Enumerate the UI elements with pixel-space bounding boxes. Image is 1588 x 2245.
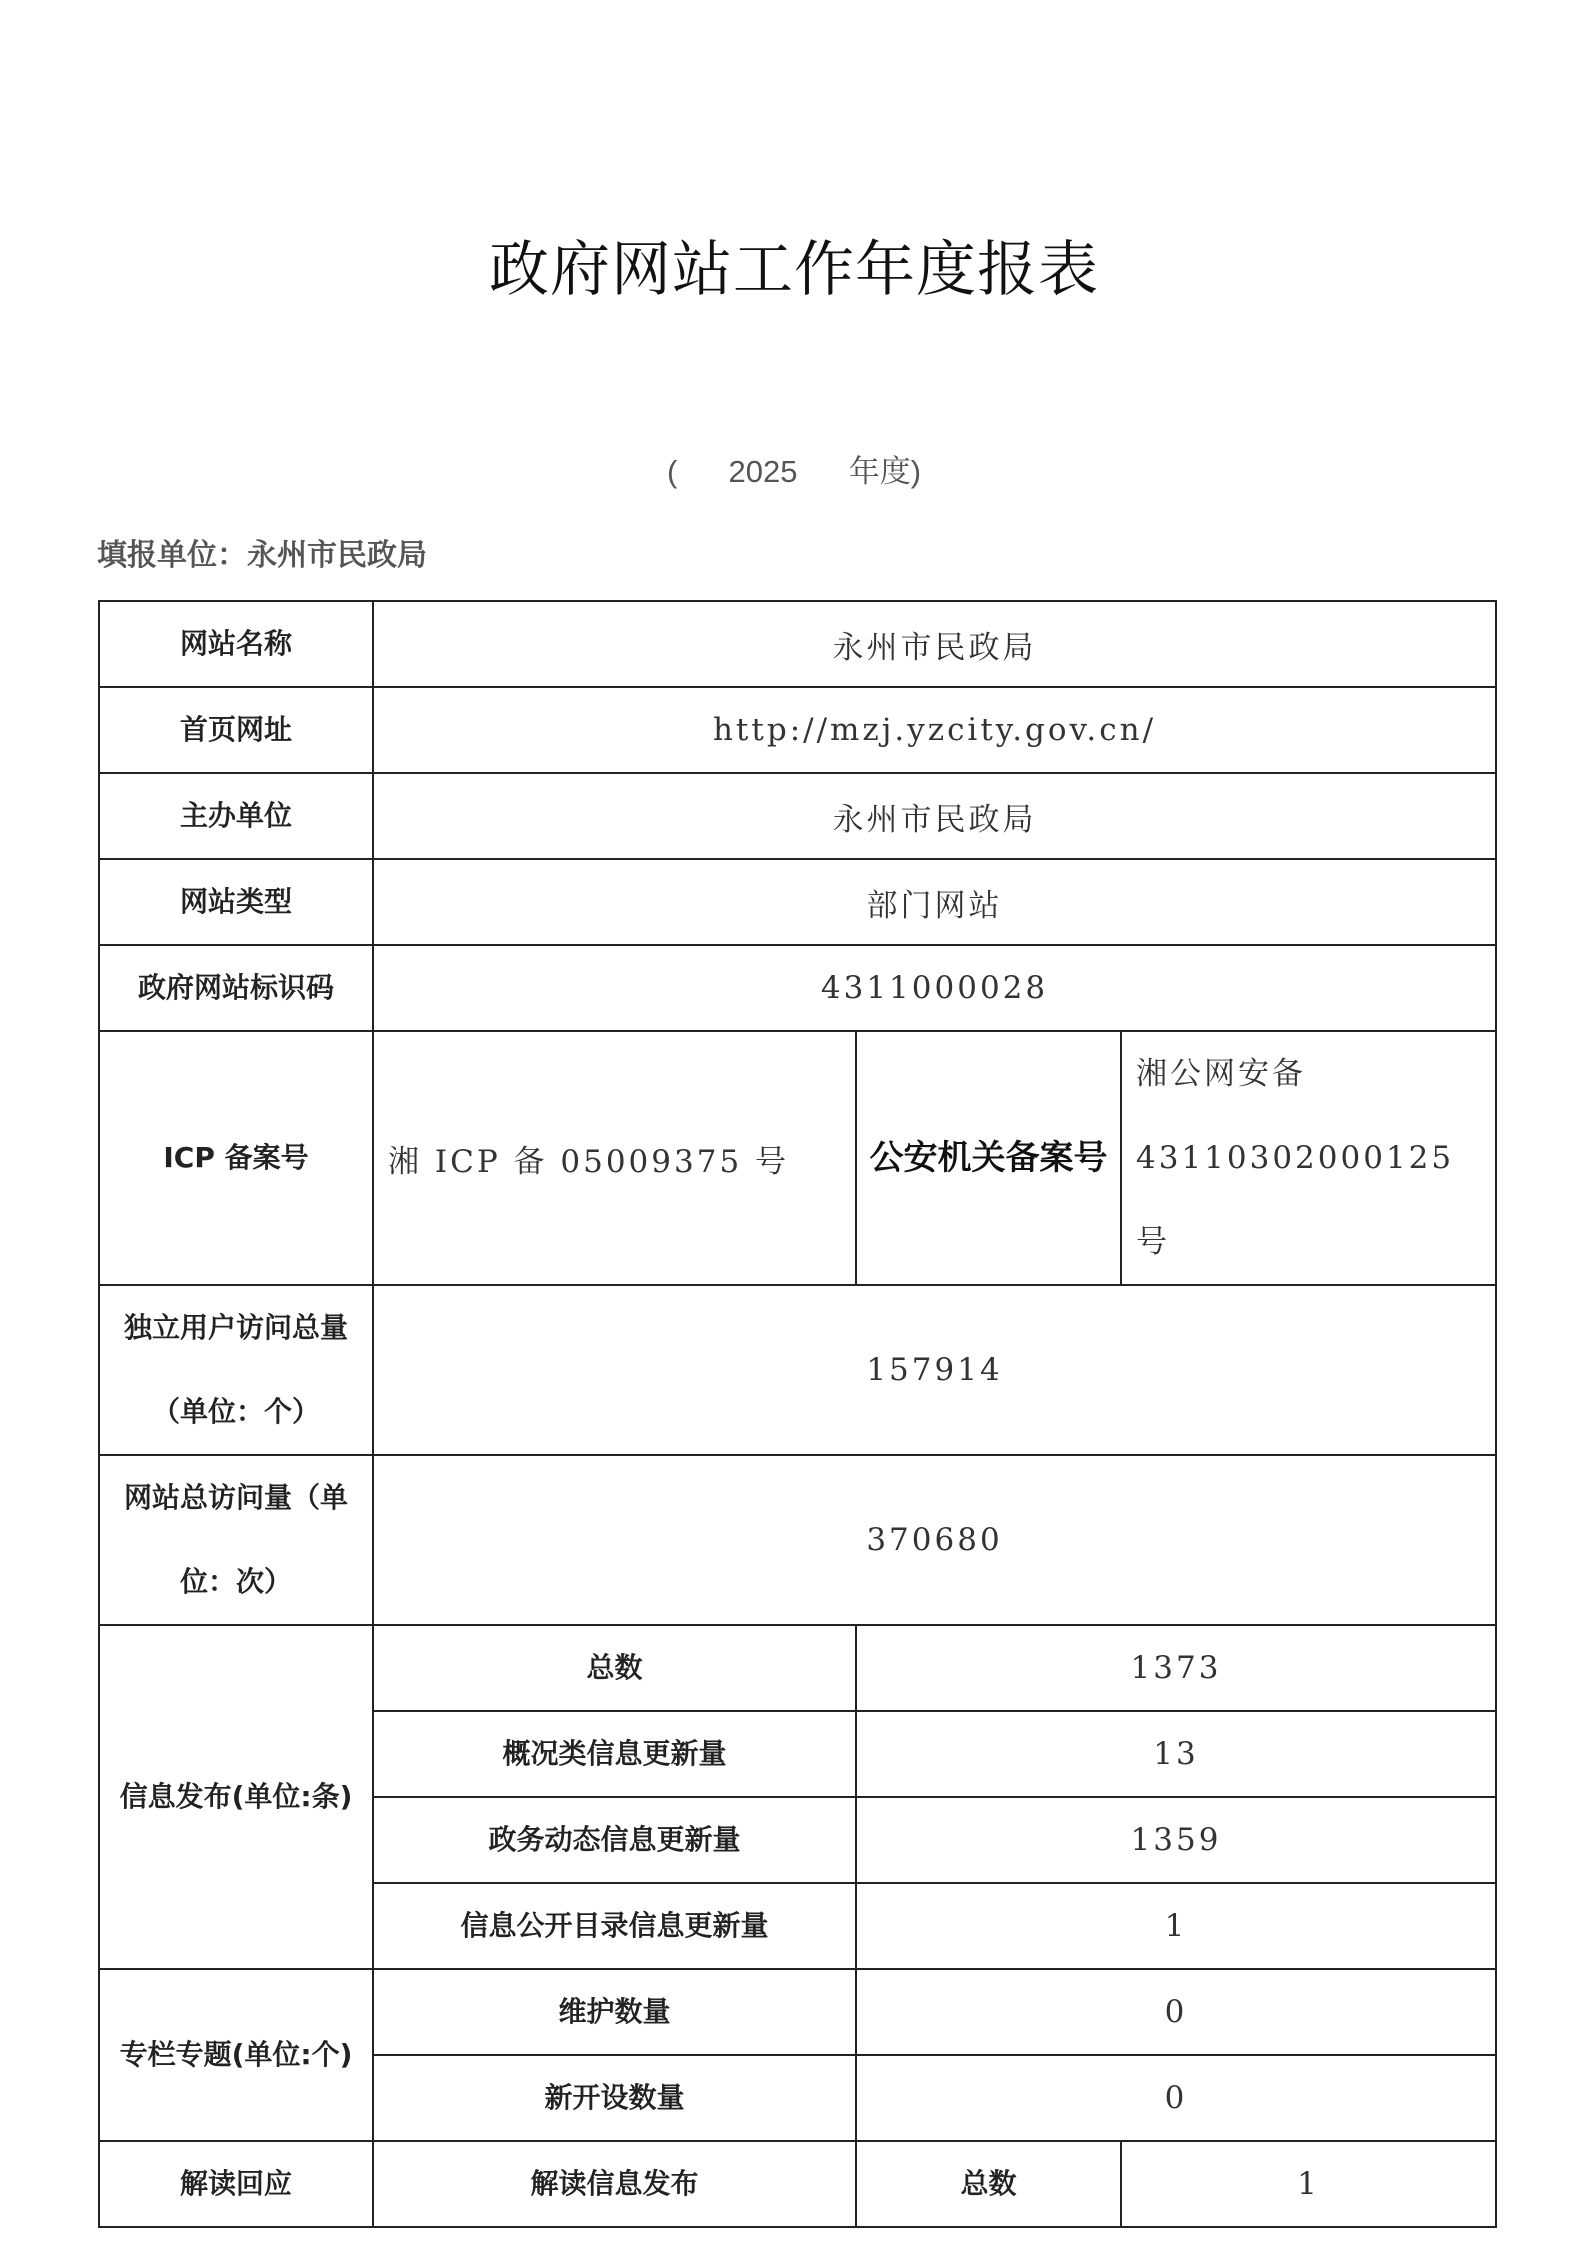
site-name-label: 网站名称 (99, 601, 373, 687)
police-record-value: 湘公网安备 43110302000125 号 (1121, 1031, 1496, 1285)
homepage-url[interactable]: http://mzj.yzcity.gov.cn/ (373, 687, 1496, 773)
homepage-label: 首页网址 (99, 687, 373, 773)
table-row (99, 945, 1496, 1031)
site-type-value: 部门网站 (373, 859, 1496, 945)
columns-item-value: 0 (856, 1969, 1496, 2055)
year-value: 2025 (728, 454, 798, 489)
filling-unit: 填报单位：永州市民政局 (97, 538, 427, 573)
columns-item-value: 0 (856, 2055, 1496, 2141)
report-table (98, 600, 1497, 2228)
info-publish-item-label: 政务动态信息更新量 (373, 1797, 856, 1883)
info-publish-item-value: 13 (856, 1711, 1496, 1797)
table-row (99, 1455, 1496, 1625)
info-publish-item-value: 1359 (856, 1797, 1496, 1883)
table-row (99, 1285, 1496, 1455)
info-publish-label: 信息发布(单位:条) (99, 1625, 373, 1969)
table-row (99, 773, 1496, 859)
info-publish-item-label: 信息公开目录信息更新量 (373, 1883, 856, 1969)
site-name-value: 永州市民政局 (373, 601, 1496, 687)
total-visits-label: 网站总访问量（单位：次） (99, 1455, 373, 1625)
police-record-label: 公安机关备案号 (856, 1031, 1121, 1285)
year-suffix: 年度) (848, 454, 922, 489)
unique-visitors-label: 独立用户访问总量（单位：个） (99, 1285, 373, 1455)
columns-label: 专栏专题(单位:个) (99, 1969, 373, 2141)
table-row (99, 1969, 1496, 2055)
site-code-label: 政府网站标识码 (99, 945, 373, 1031)
interpretation-total-label: 总数 (856, 2141, 1121, 2227)
info-publish-item-label: 总数 (373, 1625, 856, 1711)
info-publish-item-label: 概况类信息更新量 (373, 1711, 856, 1797)
table-row (99, 1625, 1496, 1711)
columns-item-label: 新开设数量 (373, 2055, 856, 2141)
table-row (99, 2141, 1496, 2227)
table-row (99, 601, 1496, 687)
interpretation-sub-label: 解读信息发布 (373, 2141, 856, 2227)
interpretation-label: 解读回应 (99, 2141, 373, 2227)
info-publish-item-value: 1373 (856, 1625, 1496, 1711)
icp-value: 湘 ICP 备 05009375 号 (373, 1031, 856, 1285)
unique-visitors-value: 157914 (373, 1285, 1496, 1455)
columns-item-label: 维护数量 (373, 1969, 856, 2055)
site-code-value: 4311000028 (373, 945, 1496, 1031)
table-row (99, 1031, 1496, 1285)
report-year (0, 446, 1588, 491)
sponsor-label: 主办单位 (99, 773, 373, 859)
total-visits-value: 370680 (373, 1455, 1496, 1625)
table-row (99, 859, 1496, 945)
table-row (99, 687, 1496, 773)
info-publish-item-value: 1 (856, 1883, 1496, 1969)
icp-label: ICP 备案号 (99, 1031, 373, 1285)
site-type-label: 网站类型 (99, 859, 373, 945)
interpretation-total-value: 1 (1121, 2141, 1496, 2227)
year-open-paren: ( (666, 454, 678, 489)
page-title: 政府网站工作年度报表 (489, 235, 1099, 305)
sponsor-value: 永州市民政局 (373, 773, 1496, 859)
